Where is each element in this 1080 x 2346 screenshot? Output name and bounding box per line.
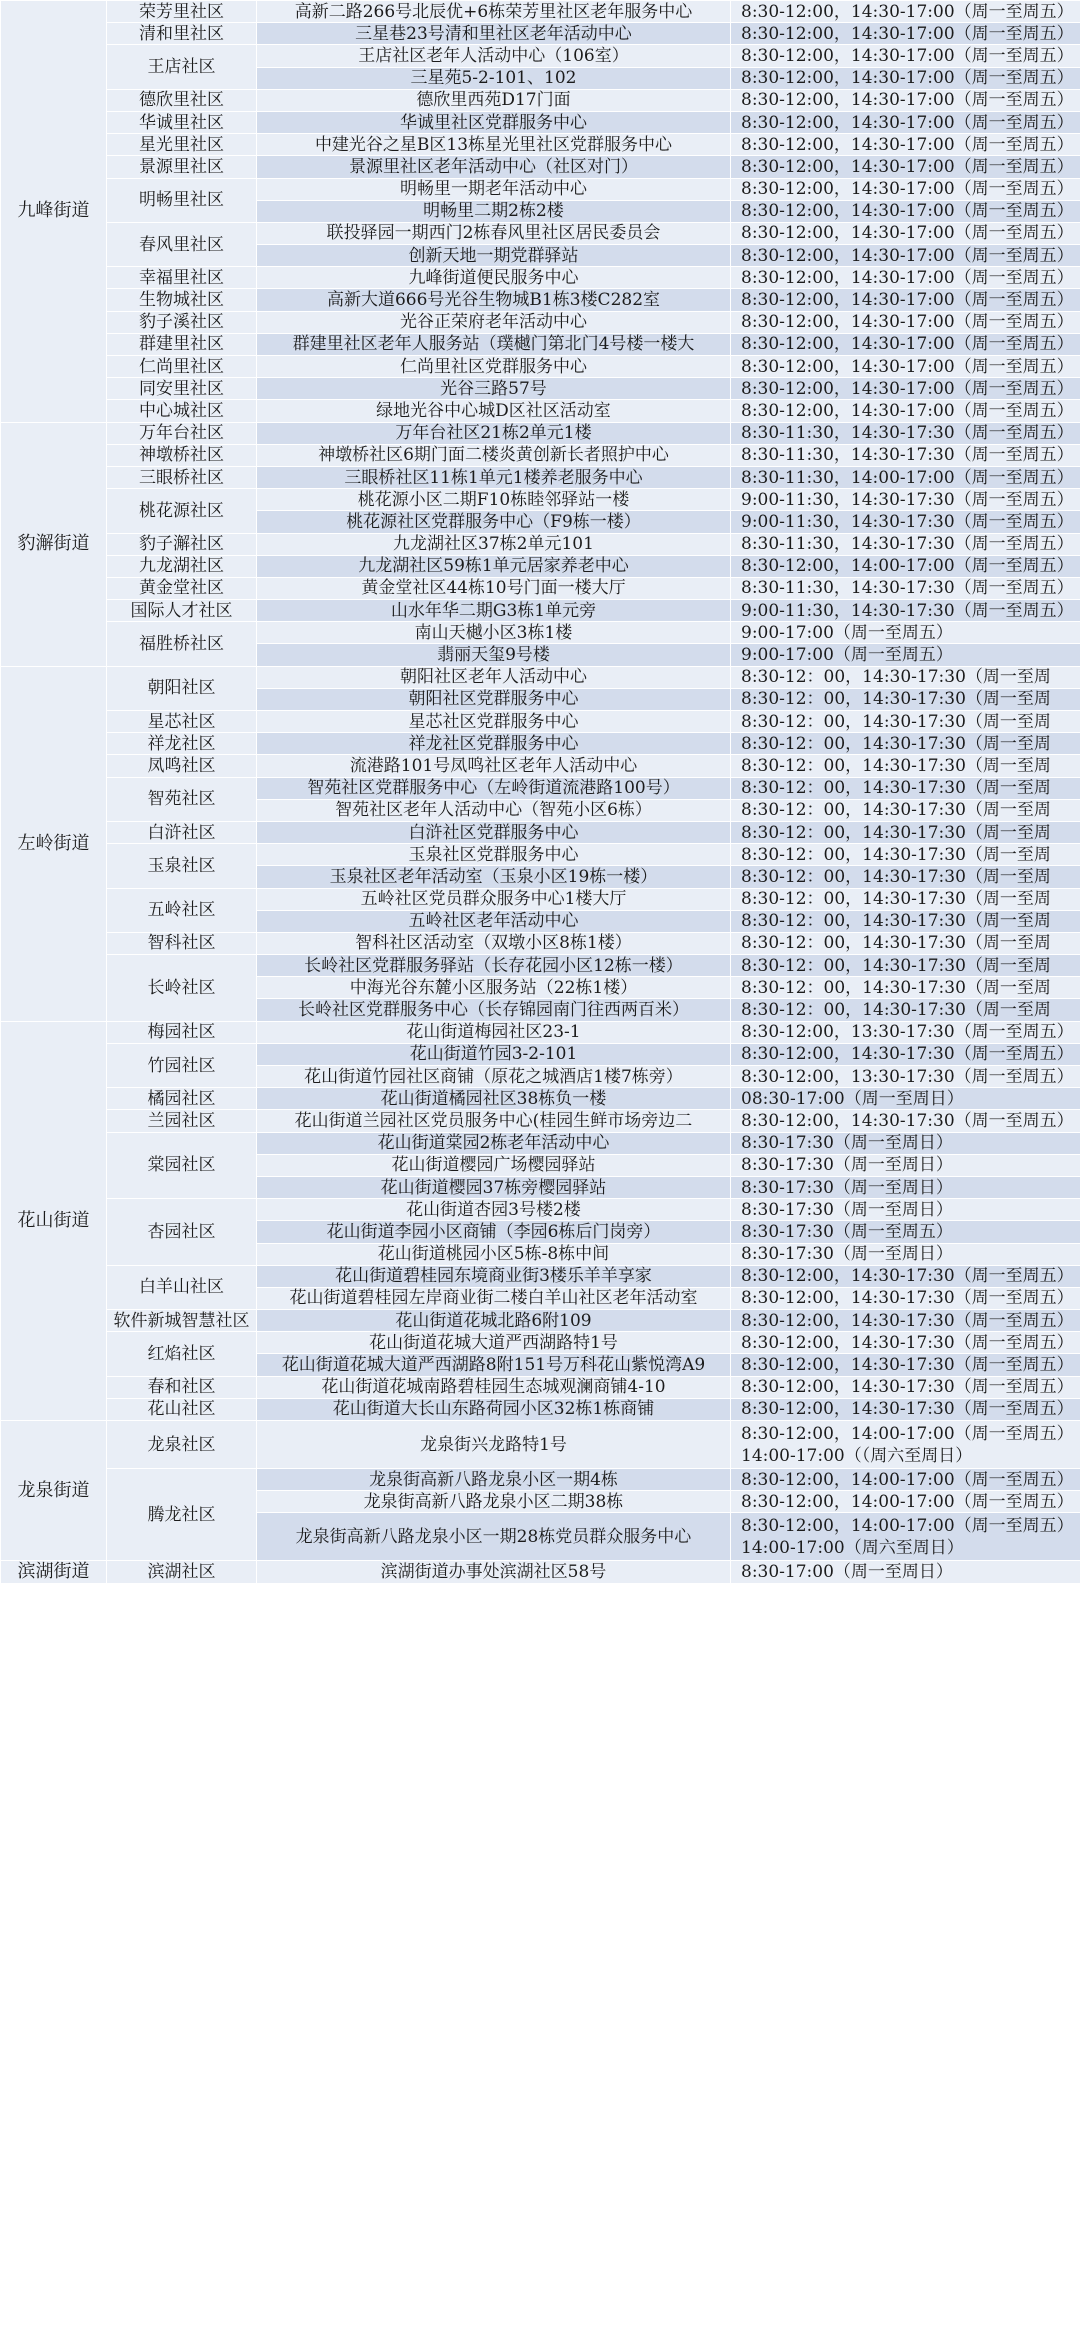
service-time-cell: 8:30-12:00，14:30-17:00（周一至周五） <box>731 333 1080 355</box>
address-cell: 绿地光谷中心城D区社区活动室 <box>257 400 731 422</box>
address-cell: 智苑社区老年人活动中心（智苑小区6栋） <box>257 799 731 821</box>
service-time-cell: 8:30-12:00，14:30-17:00（周一至周五） <box>731 311 1080 333</box>
address-cell: 花山街道大长山东路荷园小区32栋1栋商铺 <box>257 1398 731 1420</box>
table-row <box>1 1376 1080 1398</box>
community-name-cell: 梅园社区 <box>107 1021 257 1043</box>
address-cell: 玉泉社区党群服务中心 <box>257 844 731 866</box>
address-cell: 桃花源社区党群服务中心（F9栋一楼） <box>257 511 731 533</box>
service-time-cell: 8:30-12:00，14:30-17:00（周一至周五） <box>731 178 1080 200</box>
community-name-cell: 祥龙社区 <box>107 733 257 755</box>
address-cell: 王店社区老年人活动中心（106室） <box>257 45 731 67</box>
service-time-cell: 8:30-12:00，14:30-17:00（周一至周五） <box>731 289 1080 311</box>
table-row <box>1 156 1080 178</box>
table-row <box>1 422 1080 444</box>
community-name-cell: 荣芳里社区 <box>107 1 257 23</box>
address-cell: 三眼桥社区11栋1单元1楼养老服务中心 <box>257 466 731 488</box>
address-cell: 德欣里西苑D17门面 <box>257 89 731 111</box>
address-cell: 神墩桥社区6期门面二楼炎黄创新长者照护中心 <box>257 444 731 466</box>
table-row <box>1 533 1080 555</box>
table-row <box>1 622 1080 644</box>
street-name-cell: 左岭街道 <box>1 666 107 1021</box>
address-cell: 花山街道杏园3号楼2楼 <box>257 1199 731 1221</box>
community-name-cell: 万年台社区 <box>107 422 257 444</box>
table-row <box>1 1469 1080 1491</box>
service-time-cell: 8:30-12:00，14:30-17:00（周一至周五） <box>731 23 1080 45</box>
table-row <box>1 45 1080 67</box>
service-time-cell: 8:30-12:00，14:30-17:30（周一至周五） <box>731 1398 1080 1420</box>
address-cell: 龙泉街高新八路龙泉小区一期28栋党员群众服务中心 <box>257 1513 731 1561</box>
address-cell: 五岭社区党员群众服务中心1楼大厅 <box>257 888 731 910</box>
service-time-cell: 8:30-12:00，14:00-17:00（周一至周五） 14:00-17:00（（周六至周日） <box>731 1421 1080 1469</box>
service-time-cell: 8:30-12:00，14:00-17:00（周一至周五） <box>731 1469 1080 1491</box>
address-cell: 花山街道橘园社区38栋负一楼 <box>257 1088 731 1110</box>
service-time-cell: 8:30-12:00，13:30-17:30（周一至周五） <box>731 1021 1080 1043</box>
service-time-cell: 8:30-17:30（周一至周五） <box>731 1221 1080 1243</box>
address-cell: 花山街道樱园37栋旁樱园驿站 <box>257 1176 731 1198</box>
community-name-cell: 星光里社区 <box>107 134 257 156</box>
service-time-cell: 8:30-17:30（周一至周日） <box>731 1154 1080 1176</box>
address-cell: 山水年华二期G3栋1单元旁 <box>257 600 731 622</box>
table-row <box>1 777 1080 799</box>
service-time-cell: 8:30-12:00，14:30-17:00（周一至周五） <box>731 200 1080 222</box>
community-name-cell: 红焰社区 <box>107 1332 257 1376</box>
table-row <box>1 267 1080 289</box>
service-time-cell: 8:30-12:00，14:00-17:00（周一至周五） <box>731 555 1080 577</box>
community-name-cell: 群建里社区 <box>107 333 257 355</box>
table-row <box>1 711 1080 733</box>
service-time-cell: 8:30-12：00，14:30-17:30（周一至周 <box>731 821 1080 843</box>
table-row <box>1 666 1080 688</box>
table-row <box>1 955 1080 977</box>
address-cell: 花山街道竹园3-2-101 <box>257 1043 731 1065</box>
service-time-cell: 8:30-17:30（周一至周日） <box>731 1243 1080 1265</box>
address-cell: 景源里社区老年活动中心（社区对门） <box>257 156 731 178</box>
service-time-cell: 8:30-12:00，14:30-17:30（周一至周五） <box>731 1110 1080 1132</box>
table-row <box>1 23 1080 45</box>
address-cell: 星芯社区党群服务中心 <box>257 711 731 733</box>
table-row <box>1 821 1080 843</box>
service-time-cell: 9:00-17:00（周一至周五） <box>731 644 1080 666</box>
service-time-cell: 8:30-12：00，14:30-17:30（周一至周 <box>731 910 1080 932</box>
service-time-cell: 8:30-12：00，14:30-17:30（周一至周 <box>731 888 1080 910</box>
service-time-cell: 8:30-12：00，14:30-17:30（周一至周 <box>731 755 1080 777</box>
service-time-cell: 8:30-12：00，14:30-17:30（周一至周 <box>731 866 1080 888</box>
street-name-cell: 九峰街道 <box>1 1 107 423</box>
address-cell: 白浒社区党群服务中心 <box>257 821 731 843</box>
service-time-cell: 9:00-17:00（周一至周五） <box>731 622 1080 644</box>
table-row <box>1 1310 1080 1332</box>
address-cell: 群建里社区老年人服务站（璞樾门第北门4号楼一楼大 <box>257 333 731 355</box>
table-row <box>1 89 1080 111</box>
service-time-cell: 8:30-17:30（周一至周日） <box>731 1176 1080 1198</box>
service-time-cell: 8:30-12:00，14:30-17:00（周一至周五） <box>731 356 1080 378</box>
service-time-cell: 8:30-12:00，14:30-17:30（周一至周五） <box>731 1354 1080 1376</box>
community-name-cell: 王店社区 <box>107 45 257 89</box>
community-name-cell: 智苑社区 <box>107 777 257 821</box>
community-name-cell: 兰园社区 <box>107 1110 257 1132</box>
community-name-cell: 腾龙社区 <box>107 1469 257 1561</box>
table-row <box>1 577 1080 599</box>
table-row <box>1 222 1080 244</box>
community-name-cell: 凤鸣社区 <box>107 755 257 777</box>
service-time-cell: 8:30-12：00，14:30-17:30（周一至周 <box>731 999 1080 1021</box>
service-time-cell: 8:30-12:00，14:30-17:00（周一至周五） <box>731 378 1080 400</box>
service-time-cell: 8:30-12:00，14:30-17:00（周一至周五） <box>731 45 1080 67</box>
table-row <box>1 444 1080 466</box>
service-time-cell: 8:30-11:30，14:30-17:30（周一至周五） <box>731 533 1080 555</box>
address-cell: 朝阳社区党群服务中心 <box>257 688 731 710</box>
table-row <box>1 333 1080 355</box>
table-row <box>1 1110 1080 1132</box>
address-cell: 朝阳社区老年人活动中心 <box>257 666 731 688</box>
table-body <box>1 1 1080 1584</box>
address-cell: 三星苑5-2-101、102 <box>257 67 731 89</box>
address-cell: 三星巷23号清和里社区老年活动中心 <box>257 23 731 45</box>
community-name-cell: 豹子溪社区 <box>107 311 257 333</box>
community-name-cell: 生物城社区 <box>107 289 257 311</box>
address-cell: 高新大道666号光谷生物城B1栋3楼C282室 <box>257 289 731 311</box>
service-time-cell: 8:30-12:00，14:30-17:00（周一至周五） <box>731 222 1080 244</box>
street-name-cell: 豹澥街道 <box>1 422 107 666</box>
address-cell: 光谷正荣府老年活动中心 <box>257 311 731 333</box>
address-cell: 智苑社区党群服务中心（左岭街道流港路100号） <box>257 777 731 799</box>
community-name-cell: 明畅里社区 <box>107 178 257 222</box>
address-cell: 龙泉街高新八路龙泉小区一期4栋 <box>257 1469 731 1491</box>
service-time-cell: 8:30-12：00，14:30-17:30（周一至周 <box>731 688 1080 710</box>
address-cell: 中建光谷之星B区13栋星光里社区党群服务中心 <box>257 134 731 156</box>
address-cell: 华诚里社区党群服务中心 <box>257 111 731 133</box>
service-time-cell: 9:00-11:30，14:30-17:30（周一至周五） <box>731 600 1080 622</box>
service-time-cell: 8:30-12:00，14:30-17:00（周一至周五） <box>731 400 1080 422</box>
table-row <box>1 178 1080 200</box>
community-name-cell: 德欣里社区 <box>107 89 257 111</box>
service-time-cell: 8:30-12:00，14:30-17:30（周一至周五） <box>731 1287 1080 1309</box>
service-time-cell: 8:30-12:00，14:30-17:30（周一至周五） <box>731 1332 1080 1354</box>
table-row <box>1 555 1080 577</box>
street-name-cell: 滨湖街道 <box>1 1561 107 1583</box>
community-name-cell: 玉泉社区 <box>107 844 257 888</box>
service-time-cell: 8:30-12:00，14:00-17:00（周一至周五） <box>731 1491 1080 1513</box>
service-time-cell: 8:30-12:00，14:30-17:30（周一至周五） <box>731 1265 1080 1287</box>
table-row <box>1 1265 1080 1287</box>
address-cell: 花山街道花城南路碧桂园生态城观澜商铺4-10 <box>257 1376 731 1398</box>
community-name-cell: 三眼桥社区 <box>107 466 257 488</box>
table-row <box>1 1199 1080 1221</box>
table-row <box>1 311 1080 333</box>
service-time-cell: 8:30-12:00，14:30-17:30（周一至周五） <box>731 1376 1080 1398</box>
address-cell: 明畅里二期2栋2楼 <box>257 200 731 222</box>
address-cell: 祥龙社区党群服务中心 <box>257 733 731 755</box>
table-row <box>1 844 1080 866</box>
community-name-cell: 龙泉社区 <box>107 1421 257 1469</box>
service-time-cell: 08:30-17:00（周一至周日） <box>731 1088 1080 1110</box>
community-name-cell: 杏园社区 <box>107 1199 257 1266</box>
table-row <box>1 1043 1080 1065</box>
community-name-cell: 福胜桥社区 <box>107 622 257 666</box>
service-time-cell: 9:00-11:30，14:30-17:30（周一至周五） <box>731 511 1080 533</box>
service-time-cell: 8:30-12:00，14:30-17:30（周一至周五） <box>731 1043 1080 1065</box>
table-row <box>1 1021 1080 1043</box>
service-time-cell: 8:30-12:00，13:30-17:30（周一至周五） <box>731 1066 1080 1088</box>
address-cell: 仁尚里社区党群服务中心 <box>257 356 731 378</box>
service-time-cell: 8:30-12：00，14:30-17:30（周一至周 <box>731 666 1080 688</box>
community-name-cell: 仁尚里社区 <box>107 356 257 378</box>
address-cell: 花山街道棠园2栋老年活动中心 <box>257 1132 731 1154</box>
community-name-cell: 智科社区 <box>107 932 257 954</box>
address-cell: 流港路101号凤鸣社区老年人活动中心 <box>257 755 731 777</box>
address-cell: 花山街道李园小区商铺（李园6栋后门岗旁） <box>257 1221 731 1243</box>
table-row <box>1 1088 1080 1110</box>
service-time-cell: 8:30-12：00，14:30-17:30（周一至周 <box>731 932 1080 954</box>
community-name-cell: 棠园社区 <box>107 1132 257 1199</box>
address-cell: 花山街道碧桂园左岸商业街二楼白羊山社区老年活动室 <box>257 1287 731 1309</box>
service-time-cell: 8:30-12:00，14:00-17:00（周一至周五） 14:00-17:00（周六至周日） <box>731 1513 1080 1561</box>
address-cell: 桃花源小区二期F10栋睦邻驿站一楼 <box>257 489 731 511</box>
table-row <box>1 755 1080 777</box>
service-time-cell: 8:30-12：00，14:30-17:30（周一至周 <box>731 799 1080 821</box>
community-name-cell: 朝阳社区 <box>107 666 257 710</box>
address-cell: 滨湖街道办事处滨湖社区58号 <box>257 1561 731 1583</box>
community-name-cell: 软件新城智慧社区 <box>107 1310 257 1332</box>
service-time-cell: 8:30-12:00，14:30-17:30（周一至周五） <box>731 1310 1080 1332</box>
table-row <box>1 733 1080 755</box>
table-row <box>1 932 1080 954</box>
community-name-cell: 橘园社区 <box>107 1088 257 1110</box>
table-row <box>1 466 1080 488</box>
service-time-cell: 8:30-12：00，14:30-17:30（周一至周 <box>731 955 1080 977</box>
address-cell: 联投驿园一期西门2栋春风里社区居民委员会 <box>257 222 731 244</box>
service-time-cell: 8:30-12:00，14:30-17:00（周一至周五） <box>731 111 1080 133</box>
community-name-cell: 五岭社区 <box>107 888 257 932</box>
service-time-cell: 8:30-12：00，14:30-17:30（周一至周 <box>731 977 1080 999</box>
table-row <box>1 1421 1080 1469</box>
service-time-cell: 8:30-11:30，14:30-17:30（周一至周五） <box>731 444 1080 466</box>
community-name-cell: 豹子澥社区 <box>107 533 257 555</box>
address-cell: 花山街道花城大道严西湖路8附151号万科花山紫悦湾A9 <box>257 1354 731 1376</box>
service-time-cell: 8:30-12:00，14:30-17:00（周一至周五） <box>731 134 1080 156</box>
community-name-cell: 竹园社区 <box>107 1043 257 1087</box>
community-name-cell: 清和里社区 <box>107 23 257 45</box>
service-time-cell: 8:30-12:00，14:30-17:00（周一至周五） <box>731 156 1080 178</box>
table-row <box>1 600 1080 622</box>
community-name-cell: 国际人才社区 <box>107 600 257 622</box>
address-cell: 万年台社区21栋2单元1楼 <box>257 422 731 444</box>
address-cell: 长岭社区党群服务驿站（长存花园小区12栋一楼） <box>257 955 731 977</box>
table-row <box>1 400 1080 422</box>
address-cell: 黄金堂社区44栋10号门面一楼大厅 <box>257 577 731 599</box>
address-cell: 龙泉街高新八路龙泉小区二期38栋 <box>257 1491 731 1513</box>
address-cell: 花山街道兰园社区党员服务中心(桂园生鲜市场旁边二 <box>257 1110 731 1132</box>
address-cell: 中海光谷东麓小区服务站（22栋1楼） <box>257 977 731 999</box>
table-row <box>1 111 1080 133</box>
service-time-cell: 8:30-12:00，14:30-17:00（周一至周五） <box>731 1 1080 23</box>
community-name-cell: 桃花源社区 <box>107 489 257 533</box>
service-time-cell: 8:30-11:30，14:30-17:30（周一至周五） <box>731 577 1080 599</box>
address-cell: 创新天地一期党群驿站 <box>257 245 731 267</box>
service-time-cell: 8:30-12：00，14:30-17:30（周一至周 <box>731 711 1080 733</box>
community-name-cell: 长岭社区 <box>107 955 257 1022</box>
service-time-cell: 8:30-17:30（周一至周日） <box>731 1199 1080 1221</box>
address-cell: 花山街道桃园小区5栋-8栋中间 <box>257 1243 731 1265</box>
community-name-cell: 中心城社区 <box>107 400 257 422</box>
table-row <box>1 888 1080 910</box>
address-cell: 花山街道梅园社区23-1 <box>257 1021 731 1043</box>
address-cell: 高新二路266号北辰优+6栋荣芳里社区老年服务中心 <box>257 1 731 23</box>
service-time-cell: 8:30-11:30，14:30-17:30（周一至周五） <box>731 422 1080 444</box>
address-cell: 九龙湖社区59栋1单元居家养老中心 <box>257 555 731 577</box>
table-row <box>1 378 1080 400</box>
community-name-cell: 白羊山社区 <box>107 1265 257 1309</box>
service-time-cell: 8:30-12：00，14:30-17:30（周一至周 <box>731 733 1080 755</box>
service-time-cell: 8:30-12:00，14:30-17:00（周一至周五） <box>731 267 1080 289</box>
service-time-cell: 9:00-11:30，14:30-17:30（周一至周五） <box>731 489 1080 511</box>
address-cell: 五岭社区老年活动中心 <box>257 910 731 932</box>
community-name-cell: 春风里社区 <box>107 222 257 266</box>
address-cell: 玉泉社区老年活动室（玉泉小区19栋一楼） <box>257 866 731 888</box>
community-name-cell: 黄金堂社区 <box>107 577 257 599</box>
community-name-cell: 滨湖社区 <box>107 1561 257 1583</box>
address-cell: 九龙湖社区37栋2单元101 <box>257 533 731 555</box>
community-name-cell: 星芯社区 <box>107 711 257 733</box>
service-time-cell: 8:30-17:30（周一至周日） <box>731 1132 1080 1154</box>
table-row <box>1 489 1080 511</box>
community-name-cell: 同安里社区 <box>107 378 257 400</box>
service-time-cell: 8:30-12:00，14:30-17:00（周一至周五） <box>731 89 1080 111</box>
address-cell: 九峰街道便民服务中心 <box>257 267 731 289</box>
community-name-cell: 景源里社区 <box>107 156 257 178</box>
community-name-cell: 春和社区 <box>107 1376 257 1398</box>
table-row <box>1 1 1080 23</box>
address-cell: 南山天樾小区3栋1楼 <box>257 622 731 644</box>
address-cell: 花山街道碧桂园东境商业街3楼乐羊羊享家 <box>257 1265 731 1287</box>
table-row <box>1 1398 1080 1420</box>
address-cell: 光谷三路57号 <box>257 378 731 400</box>
address-cell: 翡丽天玺9号楼 <box>257 644 731 666</box>
service-time-cell: 8:30-11:30，14:00-17:00（周一至周五） <box>731 466 1080 488</box>
community-name-cell: 九龙湖社区 <box>107 555 257 577</box>
community-name-cell: 华诚里社区 <box>107 111 257 133</box>
table-row <box>1 1332 1080 1354</box>
service-time-cell: 8:30-12：00，14:30-17:30（周一至周 <box>731 777 1080 799</box>
service-time-cell: 8:30-12:00，14:30-17:00（周一至周五） <box>731 245 1080 267</box>
address-cell: 花山街道竹园社区商铺（原花之城酒店1楼7栋旁） <box>257 1066 731 1088</box>
table-row <box>1 1132 1080 1154</box>
community-name-cell: 幸福里社区 <box>107 267 257 289</box>
table-row <box>1 1561 1080 1583</box>
service-time-cell: 8:30-12：00，14:30-17:30（周一至周 <box>731 844 1080 866</box>
address-cell: 花山街道花城北路6附109 <box>257 1310 731 1332</box>
address-cell: 花山街道花城大道严西湖路特1号 <box>257 1332 731 1354</box>
table-row <box>1 356 1080 378</box>
community-name-cell: 白浒社区 <box>107 821 257 843</box>
street-name-cell: 花山街道 <box>1 1021 107 1420</box>
service-time-cell: 8:30-12:00，14:30-17:00（周一至周五） <box>731 67 1080 89</box>
table-row <box>1 134 1080 156</box>
service-time-cell: 8:30-17:00（周一至周日） <box>731 1561 1080 1583</box>
address-cell: 智科社区活动室（双墩小区8栋1楼） <box>257 932 731 954</box>
address-cell: 长岭社区党群服务中心（长存锦园南门往西两百米） <box>257 999 731 1021</box>
table-row <box>1 289 1080 311</box>
address-cell: 明畅里一期老年活动中心 <box>257 178 731 200</box>
street-name-cell: 龙泉街道 <box>1 1421 107 1561</box>
address-cell: 花山街道樱园广场樱园驿站 <box>257 1154 731 1176</box>
community-name-cell: 神墩桥社区 <box>107 444 257 466</box>
community-name-cell: 花山社区 <box>107 1398 257 1420</box>
address-cell: 龙泉街兴龙路特1号 <box>257 1421 731 1469</box>
